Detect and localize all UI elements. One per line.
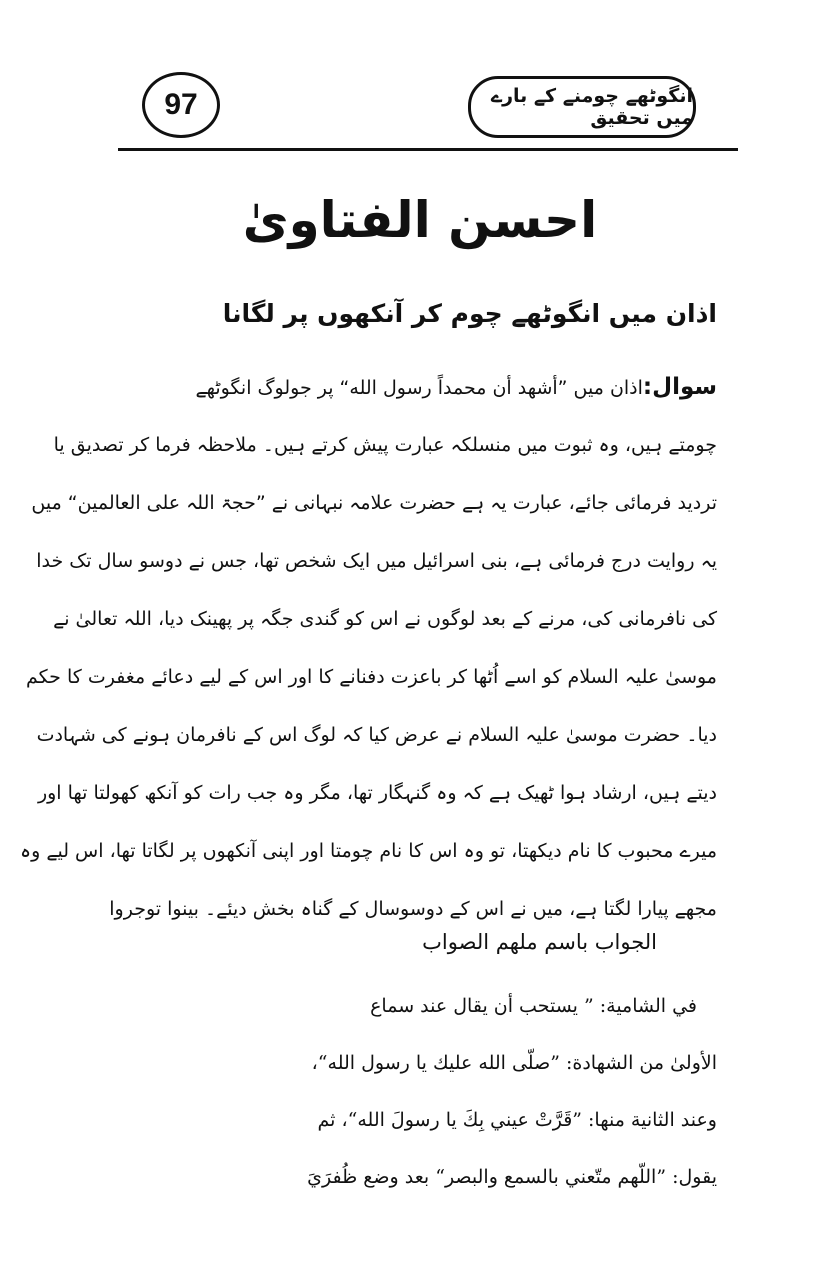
- question-line: یہ روایت درج فرمائی ہے، بنی اسرائیل میں ایک شخص تھا، جس نے دوسو سال تک خدا: [36, 550, 717, 572]
- question-line-text: اذان میں ”أشهد أن محمداً رسول الله“ پر جولوگ انگوٹھے: [195, 377, 643, 399]
- question-line: تردید فرمائی جائے، عبارت یہ ہے حضرت علامہ نبہانی نے ”حجۃ اللہ علی العالمین“ میں: [31, 492, 717, 514]
- question-line: موسیٰ علیہ السلام کو اسے اُٹھا کر باعزت دفنانے کا اور اس کے لیے دعائے مغفرت کا حکم: [26, 666, 717, 688]
- header-divider: [118, 148, 738, 151]
- running-header-text: انگوٹھے چومنے کے بارے میں تحقیق: [490, 85, 693, 129]
- answer-line: في الشامية: ” يستحب أن يقال عند سماع: [370, 995, 697, 1017]
- answer-line: الأولىٰ من الشهادة: ”صلّى الله عليك يا رسول الله“،: [311, 1052, 717, 1074]
- answer-block: [157, 978, 717, 1206]
- question-label: سوال:: [642, 374, 717, 400]
- question-block: [20, 358, 717, 938]
- question-line: دیا۔ حضرت موسیٰ علیہ السلام نے عرض کیا کہ لوگ اس کے نافرمان ہونے کی شہادت: [36, 724, 717, 746]
- question-line: چومتے ہیں، وہ ثبوت میں منسلکہ عبارت پیش کرتے ہیں۔ ملاحظہ فرما کر تصدیق یا: [53, 434, 717, 456]
- running-header: [468, 76, 696, 138]
- question-line: کی نافرمانی کی، مرنے کے بعد لوگوں نے اس کو گندی جگہ پر پھینک دیا، اللہ تعالیٰ نے: [53, 608, 717, 630]
- question-line: مجھے پیارا لگتا ہے، میں نے اس کے دوسوسال کے گناہ بخش دیئے۔ بینوا توجروا: [109, 898, 717, 920]
- answer-line: وعند الثانية منها: ”قَرَّتْ عيني بِكَ يا رسولَ الله“، ثم: [317, 1109, 717, 1131]
- question-line: دیتے ہیں، ارشاد ہوا ٹھیک ہے کہ وہ گنہگار تھا، مگر وہ جب رات کو آنکھ کھولتا تھا اور: [37, 782, 717, 804]
- book-title: احسن الفتاویٰ: [242, 191, 598, 249]
- answer-line: يقول: ”اللّهم متّعني بالسمع والبصر“ بعد وضع ظُفرَيَ: [307, 1166, 717, 1188]
- page-number-text: 97: [164, 88, 198, 121]
- question-line: [117, 358, 717, 416]
- question-line: میرے محبوب کا نام دیکھتا، تو وہ اس کا نام چومتا اور اپنی آنکھوں پر لگاتا تھا، اس لیے وہ: [20, 840, 717, 862]
- topic-heading: اذان میں انگوٹھے چوم کر آنکھوں پر لگانا: [222, 299, 717, 328]
- answer-heading: الجواب باسم ملهم الصواب: [422, 930, 657, 954]
- page-number: [142, 72, 220, 138]
